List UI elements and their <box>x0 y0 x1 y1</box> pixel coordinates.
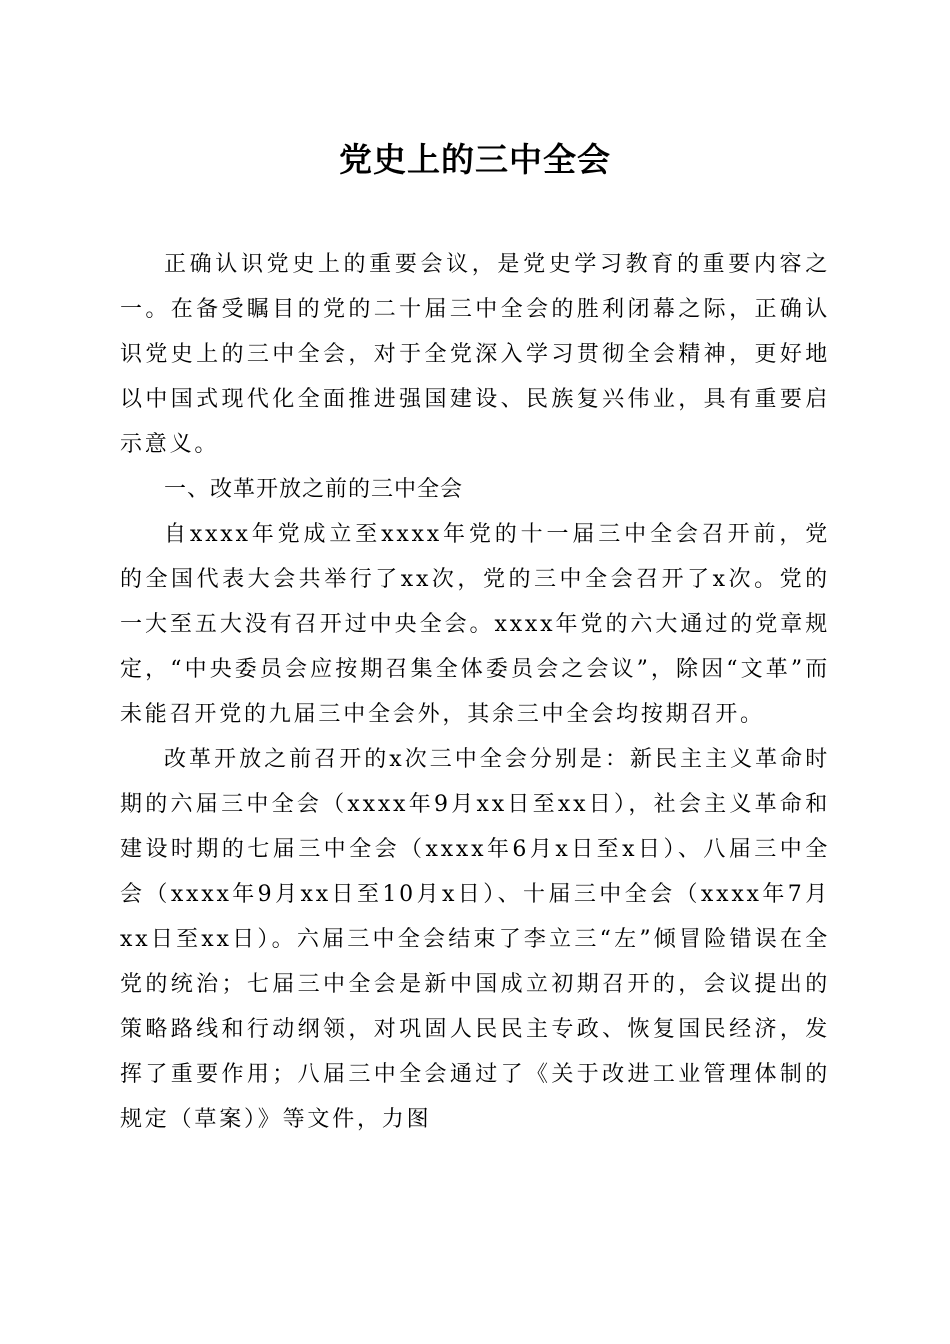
body-paragraph-1: 自xxxx年党成立至xxxx年党的十一届三中全会召开前，党的全国代表大会共举行了xx次，党的三中全会召开了x次。党的一大至五大没有召开过中央全会。xxxx年党的六大通过的党章规定，“中央委员会应按期召集全体委员会之会议”，除因“文革”而未能召开党的九届三中全会外，其余三中全会均按期召开。 <box>120 522 830 727</box>
intro-paragraph: 正确认识党史上的重要会议，是党史学习教育的重要内容之一。在备受瞩目的党的二十届三中全会的胜利闭幕之际，正确认识党史上的三中全会，对于全党深入学习贯彻全会精神，更好地以中国式现代化全面推进强国建设、民族复兴伟业，具有重要启示意义。 <box>120 252 830 457</box>
document-page <box>120 130 830 1142</box>
document-title: 党史上的三中全会 <box>339 140 611 179</box>
section-heading: 一、改革开放之前的三中全会 <box>164 477 464 502</box>
body-paragraph-2: 改革开放之前召开的x次三中全会分别是：新民主主义革命时期的六届三中全会（xxxx年9月xx日至xx日），社会主义革命和建设时期的七届三中全会（xxxx年6月x日至x日）、八届三中全会（xxxx年9月xx日至10月x日）、十届三中全会（xxxx年7月xx日至xx日）。六届三中全会结束了李立三“左”倾冒险错误在全党的统治；七届三中全会是新中国成立初期召开的，会议提出的策略路线和行动纲领，对巩固人民民主专政、恢复国民经济，发挥了重要作用；八届三中全会通过了《关于改进工业管理体制的规定（草案）》等文件，力图 <box>120 747 830 1132</box>
